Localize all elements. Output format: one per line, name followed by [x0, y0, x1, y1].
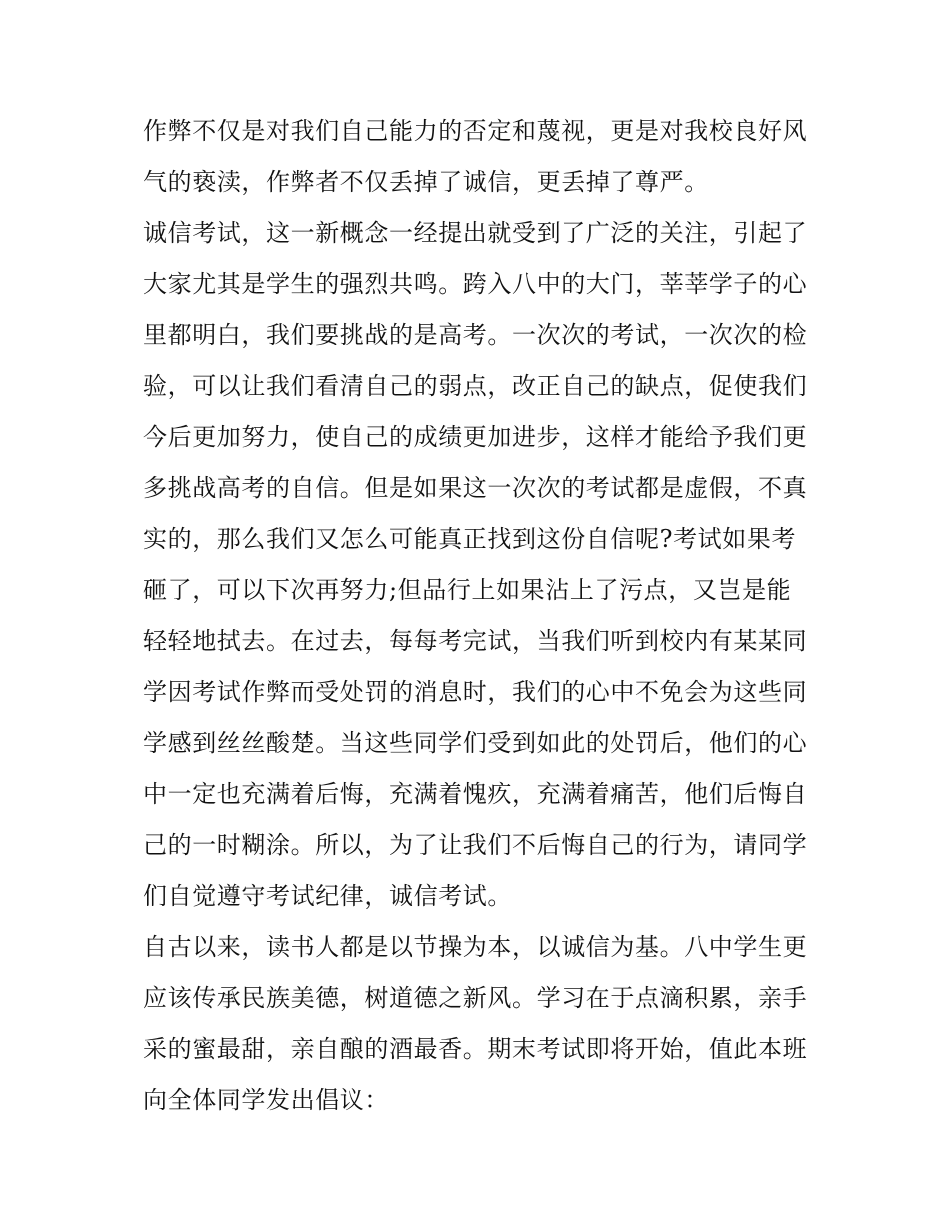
text-line: 己的一时糊涂。所以，为了让我们不后悔自己的行为，请同学 [143, 831, 808, 859]
text-line: 学感到丝丝酸楚。当这些同学们受到如此的处罚后，他们的心 [143, 729, 808, 757]
text-line: 轻轻地拭去。在过去，每每考完试，当我们听到校内有某某同 [143, 627, 808, 655]
text-line: 实的，那么我们又怎么可能真正找到这份自信呢?考试如果考 [143, 525, 797, 553]
paragraph [143, 208, 818, 922]
document-body [143, 106, 818, 1126]
text-line: 验，可以让我们看清自己的弱点，改正自己的缺点，促使我们 [143, 372, 808, 400]
text-line: 学因考试作弊而受处罚的消息时，我们的心中不免会为这些同 [143, 678, 808, 706]
text-line: 大家尤其是学生的强烈共鸣。跨入八中的大门，莘莘学子的心 [143, 270, 808, 298]
paragraph [143, 106, 818, 208]
text-line: 气的亵渎，作弊者不仅丢掉了诚信，更丢掉了尊严。 [143, 168, 709, 196]
text-line: 诚信考试，这一新概念一经提出就受到了广泛的关注，引起了 [143, 219, 808, 247]
paragraph [143, 922, 818, 1126]
text-line: 采的蜜最甜，亲自酿的酒最香。期末考试即将开始，值此本班 [143, 1035, 808, 1063]
text-line: 砸了，可以下次再努力;但品行上如果沾上了污点，又岂是能 [143, 576, 792, 604]
text-line: 今后更加努力，使自己的成绩更加进步，这样才能给予我们更 [143, 423, 808, 451]
text-line: 里都明白，我们要挑战的是高考。一次次的考试，一次次的检 [143, 321, 808, 349]
text-line: 中一定也充满着后悔，充满着愧疚，充满着痛苦，他们后悔自 [143, 780, 808, 808]
text-line: 应该传承民族美德，树道德之新风。学习在于点滴积累，亲手 [143, 984, 808, 1012]
text-line: 作弊不仅是对我们自己能力的否定和蔑视，更是对我校良好风 [143, 117, 808, 145]
text-line: 向全体同学发出倡议： [143, 1086, 389, 1114]
text-line: 们自觉遵守考试纪律，诚信考试。 [143, 882, 512, 910]
text-line: 多挑战高考的自信。但是如果这一次次的考试都是虚假，不真 [143, 474, 808, 502]
text-line: 自古以来，读书人都是以节操为本，以诚信为基。八中学生更 [143, 933, 808, 961]
